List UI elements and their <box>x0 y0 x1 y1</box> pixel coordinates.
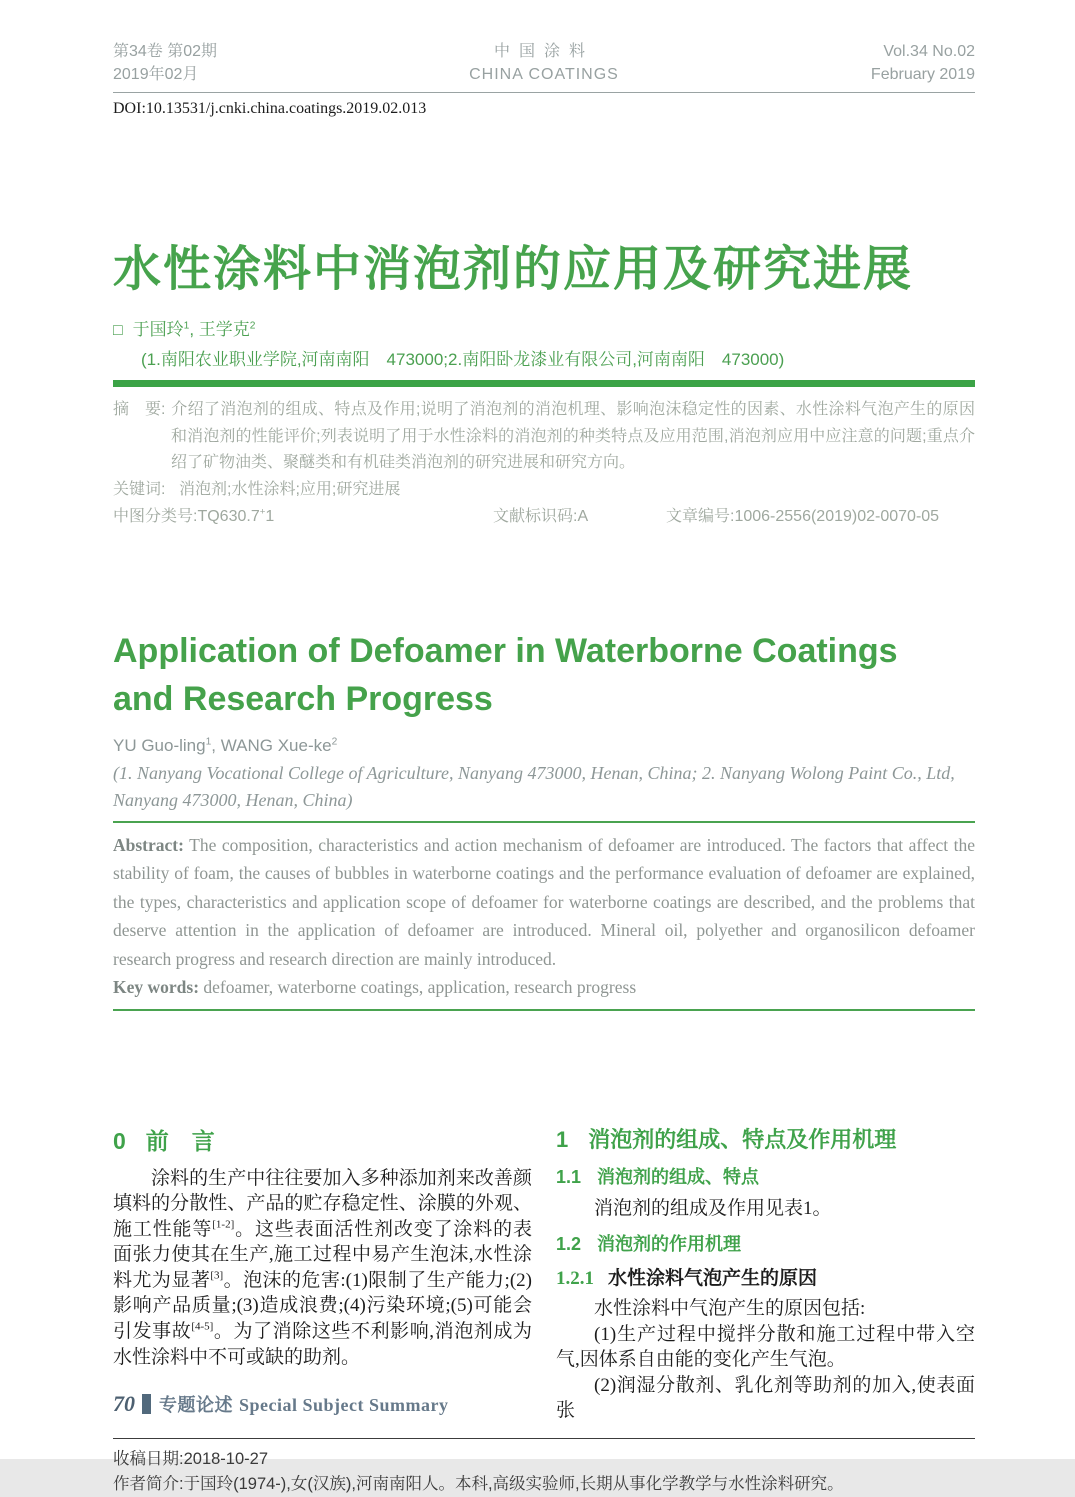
body-columns <box>113 1123 975 1425</box>
affiliation-cn: (1.南阳农业职业学院,河南南阳 473000;2.南阳卧龙漆业有限公司,河南南阳 473000) <box>141 350 785 369</box>
section-1-1-number: 1.1 <box>556 1166 582 1187</box>
section-1-1-paragraph: 消泡剂的组成及作用见表1。 <box>594 1197 832 1219</box>
received-label: 收稿日期: <box>113 1450 184 1469</box>
doi-line: DOI:10.13531/j.cnki.china.coatings.2019.02.013 <box>113 100 427 117</box>
section-1-2-title: 消泡剂的作用机理 <box>597 1234 742 1255</box>
section-1-2-1-heading <box>556 1263 975 1290</box>
section-1-2-number: 1.2 <box>556 1234 582 1255</box>
page-number: 70 <box>113 1391 135 1416</box>
reference-1-2: [1-2] <box>212 1218 235 1231</box>
reference-4-5: [4-5] <box>191 1320 214 1333</box>
section-1-1-title: 消泡剂的组成、特点 <box>597 1166 760 1187</box>
received-date-line <box>113 1447 975 1472</box>
author-en-1-sup: 1 <box>205 735 212 747</box>
section-1-heading <box>556 1123 975 1154</box>
article-id: 文章编号:1006-2556(2019)02-0070-05 <box>666 508 940 525</box>
authors-en <box>113 736 975 756</box>
classification-row <box>113 504 975 531</box>
bio-text: 于国玲(1974-),女(汉族),河南南阳人。本科,高级实验师,长期从事化学教学与水性涂料研究。 <box>183 1475 844 1494</box>
author-en-separator: , <box>211 735 221 755</box>
volume-issue-en: Vol.34 No.02 <box>883 43 975 60</box>
abstract-cn <box>113 397 975 477</box>
author-en-2-sup: 2 <box>331 735 338 747</box>
section-0-number: 0 <box>113 1127 126 1154</box>
keywords-en-text: defoamer, waterborne coatings, application, research progress <box>199 977 637 997</box>
page-footer <box>113 1391 449 1417</box>
section-0-heading <box>113 1123 532 1156</box>
abstract-en-text: The composition, characteristics and action mechanism of defoamer are introduced. The factors that affect the stability of foam, the causes of bubbles in waterborne coatings and the performance evaluation of defoamer are explained, the types, characteristics and application scope of defoamer for waterborne coatings are described, and the problems that deserve attention in the application of defoamer are introduced. Mineral oil, polyether and organosilicon defoamer research progress and research direction are mainly introduced. <box>113 834 975 969</box>
received-date: 2018-10-27 <box>183 1450 268 1469</box>
author-en-1: YU Guo-ling <box>113 735 206 755</box>
reference-3: [3] <box>210 1269 224 1282</box>
section-1-title: 消泡剂的组成、特点及作用机理 <box>588 1126 897 1152</box>
author-separator: , <box>189 320 199 339</box>
section-1-number: 1 <box>556 1126 569 1152</box>
journal-header <box>113 0 975 93</box>
causes-intro-paragraph: 水性涂料中气泡产生的原因包括: <box>594 1298 866 1320</box>
square-bullet-icon: □ <box>113 322 123 339</box>
keywords-cn <box>113 477 975 504</box>
abstract-cn-block <box>113 397 975 531</box>
clc-number: 中图分类号:TQ630.7+1 <box>113 506 275 525</box>
section-0-title: 前 言 <box>145 1127 215 1154</box>
cause-1-paragraph: (1)生产过程中搅拌分散和施工过程中带入空气,因体系自由能的变化产生气泡。 <box>556 1323 975 1371</box>
keywords-cn-label: 关键词: <box>113 480 166 498</box>
article-title-cn: 水性涂料中消泡剂的应用及研究进展 <box>113 243 914 296</box>
author-en-2: WANG Xue-ke <box>220 735 332 755</box>
section-1-2-heading <box>556 1230 975 1256</box>
cause-2-paragraph: (2)润湿分散剂、乳化剂等助剂的加入,使表面张 <box>556 1374 975 1422</box>
section-1-2-1-number: 1.2.1 <box>556 1268 594 1290</box>
abstract-cn-label: 摘 要: <box>113 401 166 418</box>
date-cn: 2019年02月 <box>113 66 199 83</box>
author-1-sup: 1 <box>183 320 190 332</box>
section-1-2-1-title: 水性涂料气泡产生的原因 <box>608 1268 818 1290</box>
column-name <box>159 1391 449 1417</box>
footnote-block <box>113 1438 975 1497</box>
footer-bar-icon <box>142 1394 151 1414</box>
right-column <box>556 1123 975 1425</box>
header-right <box>871 40 975 86</box>
abstract-en-block <box>113 831 975 1002</box>
author-name-1: 于国玲 <box>132 320 184 339</box>
keywords-en-label: Key words: <box>113 977 200 997</box>
header-center <box>469 40 619 86</box>
keywords-cn-text: 消泡剂;水性涂料;应用;研究进展 <box>179 480 401 498</box>
green-divider-line-top <box>113 821 975 823</box>
column-name-en: Special Subject Summary <box>239 1395 449 1415</box>
green-divider-bar <box>113 380 975 387</box>
keywords-en <box>113 973 975 1002</box>
authors-cn <box>113 315 975 340</box>
intro-paragraph: 涂料的生产中往往要加入多种添加剂来改善颜填料的分散性、产品的贮存稳定性、涂膜的外观、施工性能等[1-2]。这些表面活性剂改变了涂料的表面张力使其在生产,施工过程中易产生泡沫,水性涂料尤为显著[3]。泡沫的危害:(1)限制了生产能力;(2)影响产品质量;(3)造成浪费;(4)污染环境;(5)可能会引发事故[4-5]。为了消除这些不利影响,消泡剂成为水性涂料中不可或缺的助剂。 <box>113 1167 532 1368</box>
section-1-1-heading <box>556 1163 975 1189</box>
date-en: February 2019 <box>870 66 975 83</box>
abstract-en <box>113 831 975 974</box>
journal-name-en: CHINA COATINGS <box>469 66 619 83</box>
abstract-en-label: Abstract: <box>113 834 184 855</box>
journal-name-cn: 中国涂料 <box>493 43 594 60</box>
document-code: 文献标识码:A <box>493 508 589 525</box>
author-bio-line <box>113 1472 975 1497</box>
volume-issue-cn: 第34卷 第02期 <box>113 43 218 60</box>
column-name-cn: 专题论述 <box>159 1395 233 1415</box>
abstract-cn-text: 介绍了消泡剂的组成、特点及作用;说明了消泡剂的消泡机理、影响泡沫稳定性的因素、水性涂料气泡产生的原因和消泡剂的性能评价;列表说明了用于水性涂料的消泡剂的种类特点及应用范围,消泡剂应用中应注意的问题;重点介绍了矿物油类、聚醚类和有机硅类消泡剂的研究进展和研究方向。 <box>171 401 975 471</box>
author-name-2: 王学克 <box>198 320 250 339</box>
bio-label: 作者简介: <box>113 1475 184 1494</box>
author-2-sup: 2 <box>249 320 256 332</box>
green-divider-line-bottom <box>113 1009 975 1011</box>
article-title-en: Application of Defoamer in Waterborne Coatings and Research Progress <box>113 631 898 718</box>
header-left <box>113 40 217 86</box>
left-column <box>113 1123 532 1425</box>
affiliation-en: (1. Nanyang Vocational College of Agriculture, Nanyang 473000, Henan, China; 2. Nanyang Wolong Paint Co., Ltd, Nanyang 473000, Henan, China) <box>113 762 955 810</box>
